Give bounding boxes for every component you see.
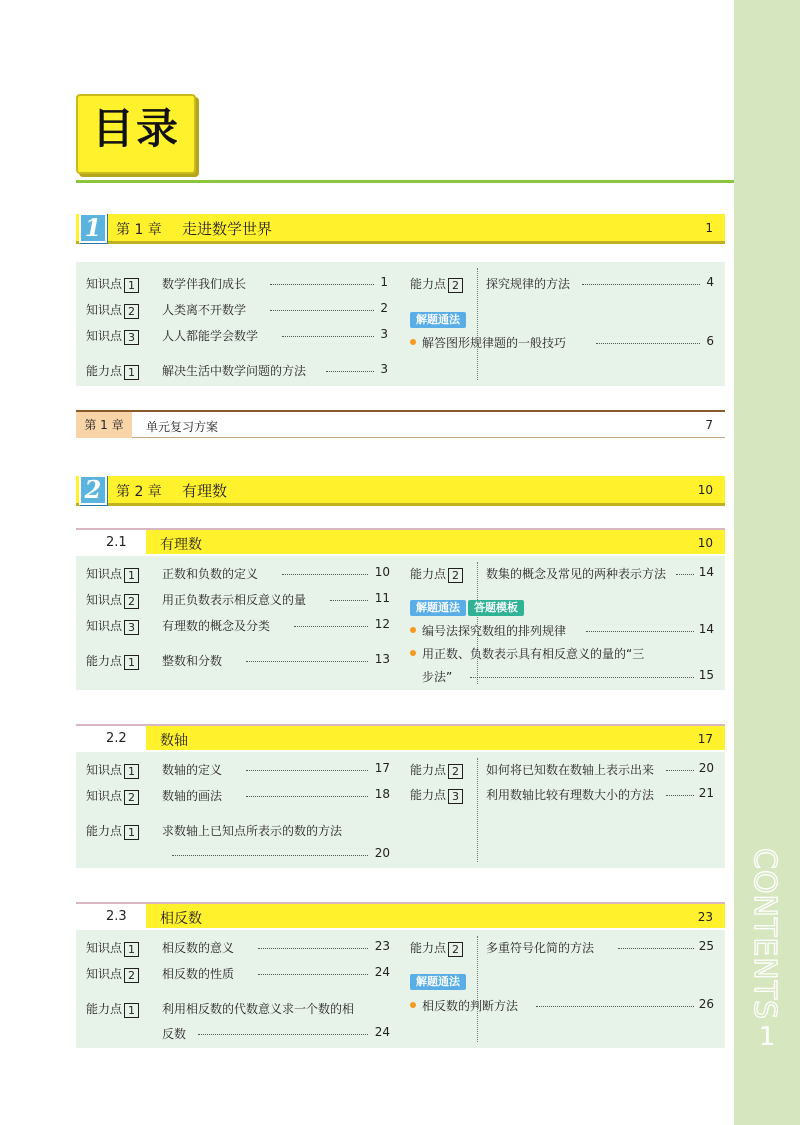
bullet-dot-icon	[410, 1002, 416, 1008]
toc-entry[interactable]: 能力点 1 解决生活中数学问题的方法 3	[86, 362, 388, 379]
dot-leader	[172, 855, 368, 856]
toc-entry[interactable]: 知识点 2 人类离不开数学 2	[86, 301, 388, 318]
section-title: 数轴	[160, 733, 188, 749]
toc-entry[interactable]: 能力点 1 整数和分数 13	[86, 652, 390, 669]
method-tag-bar	[410, 596, 524, 612]
dot-leader	[198, 1034, 368, 1035]
chapter-title: 走进数学世界	[182, 220, 273, 238]
bullet-dot-icon	[410, 650, 416, 656]
section-title: 相反数	[160, 911, 202, 927]
section-2-2-panel	[76, 752, 725, 868]
method-tag-bar	[410, 308, 466, 324]
contents-word: CONTENTS	[747, 848, 782, 1021]
toc-entry[interactable]: 能力点 2 数集的概念及常见的两种表示方法 14	[410, 565, 714, 582]
dot-leader	[246, 796, 368, 797]
dot-leader	[470, 677, 694, 678]
toc-entry[interactable]: 知识点 2 数轴的画法 18	[86, 787, 390, 804]
toc-entry[interactable]: 知识点 3 人人都能学会数学 3	[86, 327, 388, 344]
section-number: 2.3	[106, 909, 127, 924]
bullet-entry[interactable]: 解答图形规律题的一般技巧 6	[410, 334, 714, 350]
section-2-3-panel	[76, 930, 725, 1048]
review-title: 单元复习方案	[146, 420, 219, 434]
page-title: 目录	[91, 104, 180, 153]
toc-entry[interactable]: 能力点 3 利用数轴比较有理数大小的方法 21	[410, 786, 714, 803]
toc-entry[interactable]: 能力点 1 利用相反数的代数意义求一个数的相	[86, 1002, 355, 1017]
dot-leader	[270, 310, 374, 311]
template-tag: 答题模板	[468, 600, 524, 616]
bullet-entry-cont[interactable]: 步法” 15	[422, 668, 714, 684]
dot-leader	[536, 1006, 694, 1007]
review-tag: 第 1 章	[76, 412, 132, 438]
dot-leader	[618, 948, 694, 949]
dot-leader	[270, 284, 374, 285]
dot-leader	[246, 770, 368, 771]
page-number: 1	[758, 1022, 776, 1052]
entry-tag: 知识点 1	[86, 275, 139, 293]
dot-leader	[282, 574, 368, 575]
toc-entry[interactable]: 能力点 1 求数轴上已知点所表示的数的方法	[86, 824, 343, 839]
chapter-number-badge: 2	[79, 475, 107, 505]
toc-entry[interactable]: 能力点 2 探究规律的方法 4	[410, 275, 714, 292]
section-2-3-header[interactable]	[76, 902, 725, 928]
bullet-entry[interactable]: 相反数的判断方法 26	[410, 997, 714, 1013]
bullet-dot-icon	[410, 339, 416, 345]
chapter-title: 有理数	[182, 482, 228, 500]
chapter-page: 10	[697, 483, 713, 497]
method-tag: 解题通法	[410, 600, 466, 616]
section-number: 2.2	[106, 731, 127, 746]
bullet-entry[interactable]: 编号法探究数组的排列规律 14	[410, 622, 714, 638]
toc-entry[interactable]: 知识点 1 正数和负数的定义 10	[86, 565, 390, 582]
toc-entry[interactable]: 知识点 1 相反数的意义 23	[86, 939, 390, 956]
chapter-number-badge: 1	[79, 213, 107, 243]
bullet-entry[interactable]: 用正数、负数表示具有相反意义的量的“三	[410, 645, 714, 661]
section-page: 10	[697, 536, 713, 550]
section-page: 23	[697, 910, 713, 924]
dot-leader	[282, 336, 374, 337]
section-number: 2.1	[106, 535, 127, 550]
toc-entry-cont[interactable]: 反数 24	[162, 1025, 390, 1041]
chapter-1-panel	[76, 262, 725, 386]
dot-leader	[294, 626, 368, 627]
dot-leader	[258, 948, 368, 949]
review-page: 7	[705, 418, 713, 432]
chapter-label: 第 1 章	[116, 222, 162, 238]
chapter-2-header[interactable]	[76, 476, 725, 506]
dot-leader	[326, 371, 374, 372]
dot-leader	[676, 574, 694, 575]
dot-leader	[330, 600, 368, 601]
chapter-1-header[interactable]	[76, 214, 725, 244]
section-page: 17	[697, 732, 713, 746]
method-tag: 解题通法	[410, 312, 466, 328]
bullet-dot-icon	[410, 627, 416, 633]
toc-entry[interactable]: 知识点 1 数学伴我们成长 1	[86, 275, 388, 292]
method-tag: 解题通法	[410, 974, 466, 990]
chapter-page: 1	[705, 221, 713, 235]
chapter-label: 第 2 章	[116, 484, 162, 500]
toc-entry[interactable]: 知识点 1 数轴的定义 17	[86, 761, 390, 778]
dot-leader	[666, 795, 694, 796]
dot-leader	[596, 343, 700, 344]
toc-entry-cont[interactable]: 20	[86, 846, 390, 862]
section-2-1-panel	[76, 556, 725, 690]
toc-entry[interactable]: 知识点 2 相反数的性质 24	[86, 965, 390, 982]
dot-leader	[258, 974, 368, 975]
dot-leader	[246, 661, 368, 662]
dot-leader	[586, 631, 694, 632]
toc-entry[interactable]: 知识点 2 用正负数表示相反意义的量 11	[86, 591, 390, 608]
method-tag-bar	[410, 970, 466, 986]
toc-entry[interactable]: 能力点 2 如何将已知数在数轴上表示出来 20	[410, 761, 714, 778]
dot-leader	[666, 770, 694, 771]
section-title: 有理数	[160, 537, 202, 553]
dot-leader	[582, 284, 700, 285]
toc-entry[interactable]: 能力点 2 多重符号化简的方法 25	[410, 939, 714, 956]
section-2-1-header[interactable]	[76, 528, 725, 554]
title-box	[76, 94, 196, 174]
toc-entry[interactable]: 知识点 3 有理数的概念及分类 12	[86, 617, 390, 634]
section-2-2-header[interactable]	[76, 724, 725, 750]
review-row[interactable]	[76, 410, 725, 438]
title-rule	[76, 180, 734, 183]
